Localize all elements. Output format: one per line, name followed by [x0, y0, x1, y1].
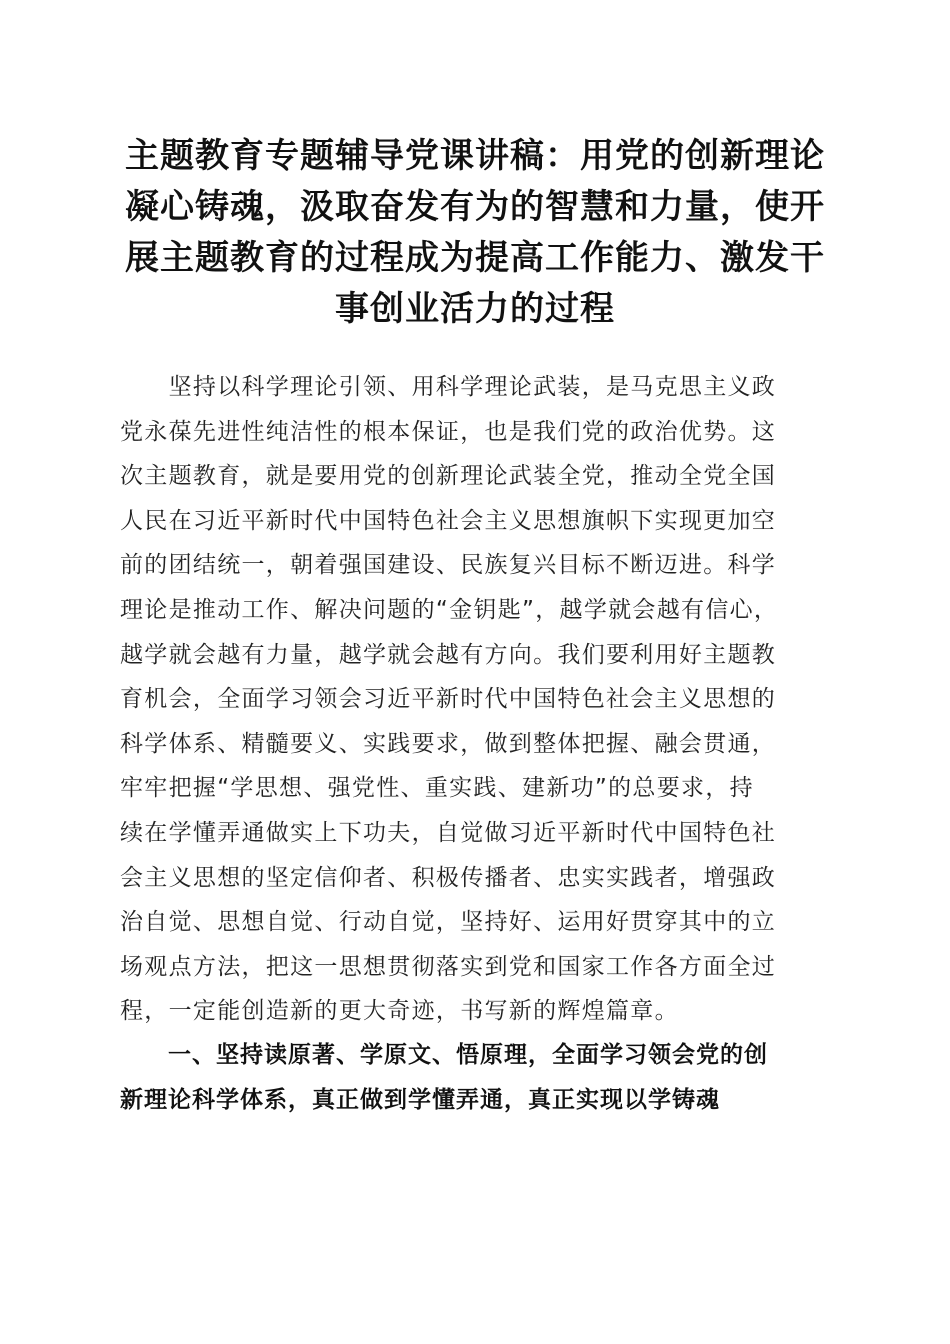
intro-paragraph: [120, 365, 840, 1034]
paragraph-line: 续在学懂弄通做实上下功夫，自觉做习近平新时代中国特色社: [120, 819, 777, 846]
paragraph-line: 坚持以科学理论引领、用科学理论武装，是马克思主义政: [120, 374, 777, 400]
paragraph-line: 场观点方法，把这一思想贯彻落实到党和国家工作各方面全过: [120, 953, 777, 980]
title-line: 凝心铸魂，汲取奋发有为的智慧和力量，使开: [125, 187, 825, 227]
title-line: 主题教育专题辅导党课讲稿：用党的创新理论: [125, 136, 825, 176]
paragraph-line: 程，一定能创造新的更大奇迹，书写新的辉煌篇章。: [120, 998, 679, 1025]
section-heading-line: 一、坚持读原著、学原文、悟原理，全面学习领会党的创: [120, 1042, 768, 1068]
paragraph-line: 牢牢把握“学思想、强党性、重实践、建新功”的总要求，持: [120, 775, 754, 802]
section-heading-line: 新理论科学体系，真正做到学懂弄通，真正实现以学铸魂: [120, 1087, 720, 1113]
paragraph-line: 科学体系、精髓要义、实践要求，做到整体把握、融会贯通，: [120, 730, 777, 757]
document-title: [105, 131, 845, 335]
paragraph-line: 理论是推动工作、解决问题的“金钥匙”，越学就会越有信心，: [120, 596, 779, 623]
paragraph-line: 越学就会越有力量，越学就会越有方向。我们要利用好主题教: [120, 641, 777, 668]
paragraph-line: 人民在习近平新时代中国特色社会主义思想旗帜下实现更加空: [120, 507, 777, 534]
title-line: 事创业活力的过程: [335, 289, 615, 329]
paragraph-line: 党永葆先进性纯洁性的根本保证，也是我们党的政治优势。这: [120, 418, 777, 445]
paragraph-line: 次主题教育，就是要用党的创新理论武装全党，推动全党全国: [120, 463, 777, 490]
paragraph-line: 育机会，全面学习领会习近平新时代中国特色社会主义思想的: [120, 686, 777, 713]
paragraph-line: 前的团结统一，朝着强国建设、民族复兴目标不断迈进。科学: [120, 552, 777, 579]
paragraph-line: 会主义思想的坚定信仰者、积极传播者、忠实实践者，增强政: [120, 864, 777, 891]
paragraph-line: 治自觉、思想自觉、行动自觉，坚持好、运用好贯穿其中的立: [120, 909, 777, 936]
section-heading-1: [120, 1033, 840, 1123]
title-line: 展主题教育的过程成为提高工作能力、激发干: [125, 238, 825, 278]
